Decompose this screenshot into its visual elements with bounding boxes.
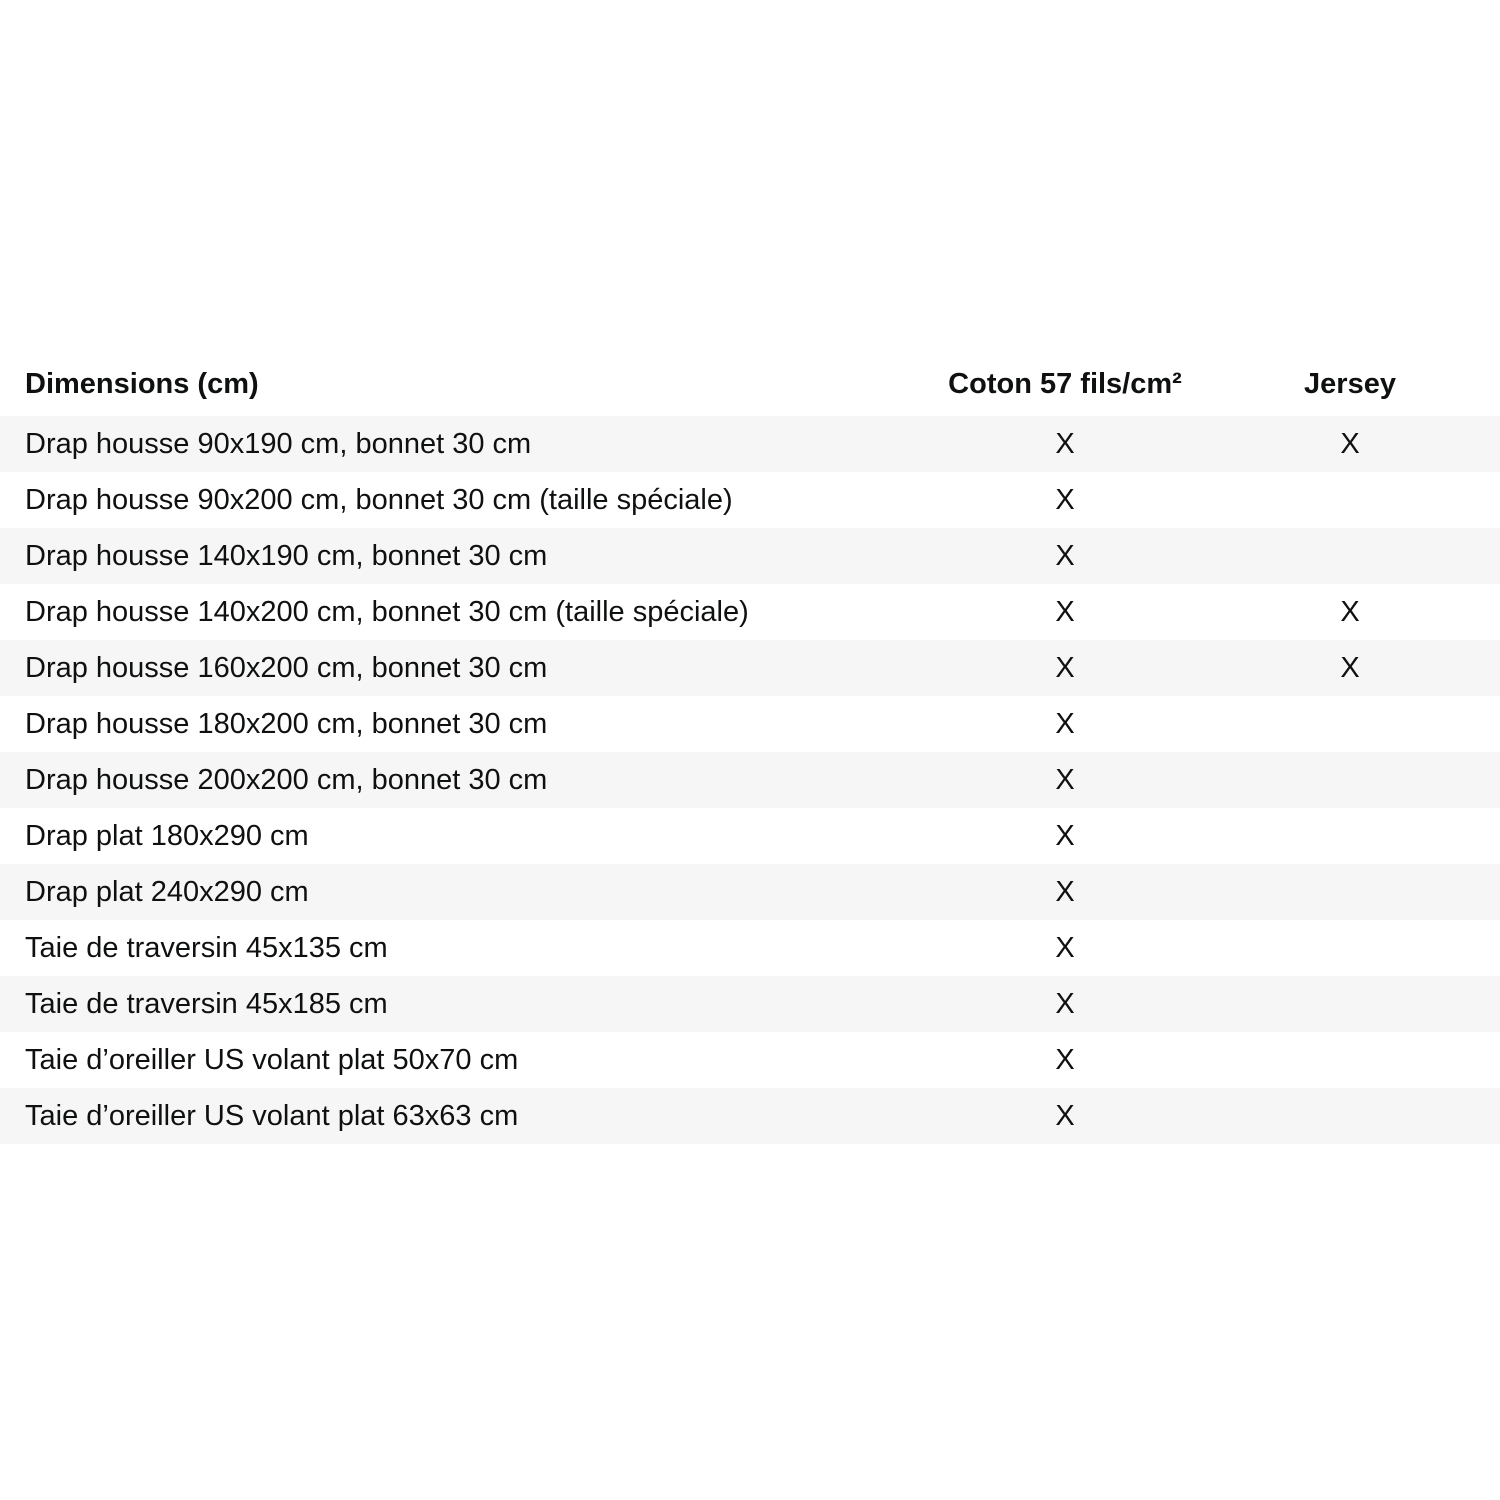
- coton-mark: X: [1055, 1099, 1075, 1132]
- jersey-mark: [1200, 920, 1500, 976]
- row-label: Taie d’oreiller US volant plat 63x63 cm: [25, 1099, 519, 1132]
- column-header-jersey: Jersey: [1304, 367, 1396, 400]
- jersey-mark: [1200, 1032, 1500, 1088]
- table-row: [0, 752, 1500, 808]
- row-label: Drap housse 140x200 cm, bonnet 30 cm (taille spéciale): [25, 595, 749, 628]
- coton-mark: X: [1055, 483, 1075, 516]
- row-label: Drap housse 90x190 cm, bonnet 30 cm: [25, 427, 532, 460]
- row-label: Drap plat 240x290 cm: [25, 875, 309, 908]
- table-body: [0, 416, 1500, 1144]
- row-label: Drap housse 160x200 cm, bonnet 30 cm: [25, 651, 548, 684]
- jersey-mark: X: [1340, 595, 1360, 628]
- coton-mark: X: [1055, 875, 1075, 908]
- row-label: Drap housse 200x200 cm, bonnet 30 cm: [25, 763, 548, 796]
- jersey-mark: [1200, 1088, 1500, 1144]
- coton-mark: X: [1055, 1043, 1075, 1076]
- row-label: Taie d’oreiller US volant plat 50x70 cm: [25, 1043, 519, 1076]
- table-row: [0, 1088, 1500, 1144]
- table-row: [0, 920, 1500, 976]
- row-label: Drap housse 140x190 cm, bonnet 30 cm: [25, 539, 548, 572]
- coton-mark: X: [1055, 819, 1075, 852]
- coton-mark: X: [1055, 595, 1075, 628]
- coton-mark: X: [1055, 427, 1075, 460]
- table-row: [0, 640, 1500, 696]
- column-header-coton: Coton 57 fils/cm²: [948, 367, 1182, 400]
- jersey-mark: X: [1340, 651, 1360, 684]
- jersey-mark: [1200, 696, 1500, 752]
- jersey-mark: [1200, 976, 1500, 1032]
- coton-mark: X: [1055, 707, 1075, 740]
- row-label: Taie de traversin 45x185 cm: [25, 987, 388, 1020]
- table-row: [0, 1032, 1500, 1088]
- header-row: [0, 352, 1500, 416]
- jersey-mark: [1200, 808, 1500, 864]
- jersey-mark: [1200, 752, 1500, 808]
- table-row: [0, 416, 1500, 472]
- jersey-mark: [1200, 472, 1500, 528]
- table-row: [0, 808, 1500, 864]
- table-row: [0, 696, 1500, 752]
- coton-mark: X: [1055, 987, 1075, 1020]
- row-label: Drap plat 180x290 cm: [25, 819, 309, 852]
- table-row: [0, 528, 1500, 584]
- coton-mark: X: [1055, 651, 1075, 684]
- table-row: [0, 472, 1500, 528]
- jersey-mark: [1200, 864, 1500, 920]
- row-label: Taie de traversin 45x135 cm: [25, 931, 388, 964]
- coton-mark: X: [1055, 931, 1075, 964]
- table-row: [0, 584, 1500, 640]
- jersey-mark: [1200, 528, 1500, 584]
- column-header-dimensions: Dimensions (cm): [25, 367, 259, 400]
- size-chart-table: [0, 352, 1500, 1144]
- row-label: Drap housse 180x200 cm, bonnet 30 cm: [25, 707, 548, 740]
- row-label: Drap housse 90x200 cm, bonnet 30 cm (taille spéciale): [25, 483, 733, 516]
- table-row: [0, 864, 1500, 920]
- table-row: [0, 976, 1500, 1032]
- coton-mark: X: [1055, 539, 1075, 572]
- jersey-mark: X: [1340, 427, 1360, 460]
- coton-mark: X: [1055, 763, 1075, 796]
